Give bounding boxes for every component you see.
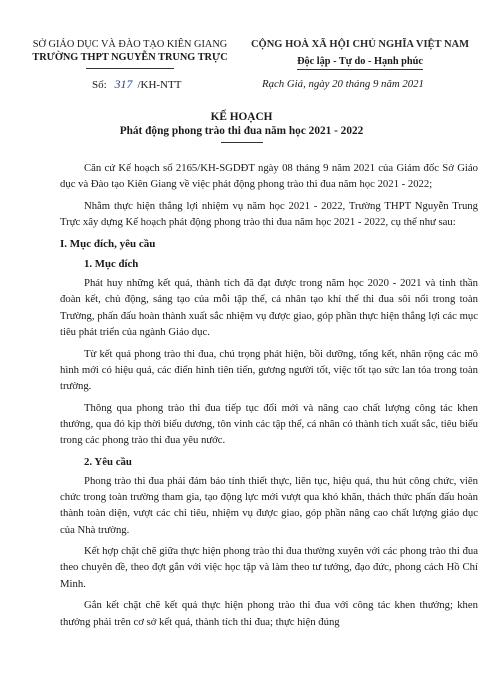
doc-number-prefix: Số: [92,79,107,91]
section-heading-purpose-requirements: I. Mục đích, yêu cầu [60,237,156,250]
issuer-block [14,38,246,64]
school-name: TRƯỜNG THPT NGUYỄN TRUNG TRỰC [32,52,228,63]
purpose-paragraph: Thông qua phong trào thi đua tiếp tục đổi mới và nâng cao chất lượng công tác khen thưởng, qua đó kịp thời biểu dương, tôn vinh các tập thể, cá nhân có thành tích xuất sắc, tiêu biểu trong các phong trào thi đua yêu nước. [60,401,478,447]
requirements-paragraph: Gắn kết chặt chẽ kết quả thực hiện phong trào thi đua với công tác khen thưởng; khen thưởng phải trên cơ sở kết quả, thành tích thi đua; thực hiện đúng [60,599,478,628]
department-name: SỞ GIÁO DỤC VÀ ĐÀO TẠO KIÊN GIANG [32,39,228,50]
purpose-paragraph: Phát huy những kết quả, thành tích đã đạt được trong năm học 2020 - 2021 và tinh thần đoàn kết, chủ động, sáng tạo của mỗi tập thể, cá nhân tạo khí thế thi đua sôi nổi trong toàn Trường, phấn đấu hoàn thành xuất sắc nhiệm vụ được giao, góp phần thực hiện thắng lợi các mục tiêu phát triển của ngành Giáo dục. [60,277,478,338]
document-body [60,160,478,635]
country-name: CỘNG HOÀ XÃ HỘI CHỦ NGHĨA VIỆT NAM [250,39,470,50]
document-title: KẾ HOẠCH [210,111,273,123]
title-underline [221,142,263,143]
requirements-paragraph: Kết hợp chặt chẽ giữa thực hiện phong trào thi đua thường xuyên với các phong trào thi đua theo chuyên đề, theo đợt gắn với việc học tập và làm theo tư tưởng, đạo đức, phong cách Hồ Chí Minh. [60,545,478,590]
doc-number-handwritten: 317 [114,77,133,91]
national-header [244,38,476,70]
document-subtitle: Phát động phong trào thi đua năm học 2021 - 2022 [119,125,364,137]
subsection-heading-requirements: 2. Yêu cầu [84,455,132,468]
intro-paragraph-purpose: Nhằm thực hiện thắng lợi nhiệm vụ năm học 2021 - 2022, Trường THPT Nguyễn Trung Trực xây dựng Kế hoạch phát động phong trào thi đua năm học 2021 - 2022, cụ thể như sau: [60,199,478,229]
document-number [92,77,181,92]
issuer-underline [86,68,174,69]
requirements-paragraph: Phong trào thi đua phải đảm bảo tính thiết thực, liên tục, hiệu quả, thu hút công chức, viên chức trong toàn trường tham gia, tạo động lực mới vượt qua khó khăn, thách thức phấn đấu hoàn thành toàn diện, vượt các chỉ tiêu, nhiệm vụ được giao, góp phần nâng cao chất lượng giáo dục của Nhà trường. [60,474,478,536]
national-motto: Độc lập - Tự do - Hạnh phúc [297,55,423,70]
subsection-heading-purpose: 1. Mục đích [84,258,139,271]
purpose-paragraph: Từ kết quả phong trào thi đua, chú trọng phát hiện, bồi dưỡng, tổng kết, nhân rộng các mô hình mới có hiệu quả, các điển hình tiên tiến, gương người tốt, việc tốt tạo sức lan tỏa trong toàn trường. [60,347,478,392]
place-and-date: Rạch Giá, ngày 20 tháng 9 năm 2021 [262,78,424,90]
doc-number-suffix: /KH-NTT [137,79,182,91]
intro-paragraph-basis: Căn cứ Kế hoạch số 2165/KH-SGDĐT ngày 08 tháng 9 năm 2021 của Giám đốc Sở Giáo dục và Đào tạo Kiên Giang về việc phát động phong trào thi đua năm học 2021 - 2022; [60,162,478,191]
